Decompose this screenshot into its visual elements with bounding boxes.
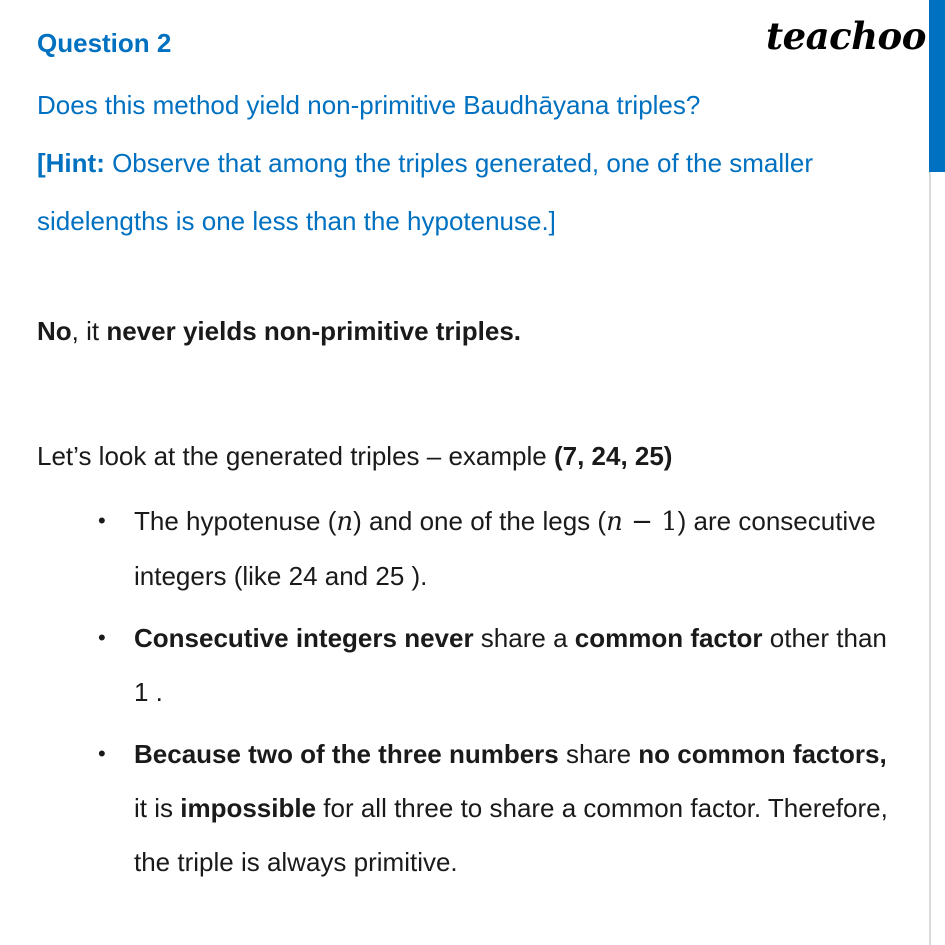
bullet-bold: Consecutive integers never [134, 623, 474, 653]
right-edge-bar [929, 0, 945, 945]
explanation-list [98, 494, 888, 897]
bullet-bold: impossible [180, 793, 317, 823]
bullet-icon: • [98, 508, 106, 533]
bullet-text: ) are consecutive integers (like 24 and 25 ). [134, 506, 876, 591]
hint-line-1 [37, 134, 922, 192]
bullet-bold: Because two of the three numbers [134, 739, 559, 769]
answer-line [37, 316, 521, 347]
list-item [98, 611, 888, 719]
bullet-text: it is [134, 793, 181, 823]
teachoo-logo: teachoo [766, 14, 926, 58]
bullet-icon: • [98, 625, 106, 650]
bullet-text: for all three to share a common factor. Therefore, the triple is always primitive. [134, 793, 888, 877]
answer-mid: , it [71, 316, 107, 346]
bullet-text: ) and one of the legs ( [353, 506, 607, 536]
bullet-text: share a [473, 623, 575, 653]
hint-line-2: sidelengths is one less than the hypotenuse.] [37, 206, 556, 236]
question-line: Does this method yield non-primitive Baudhāyana triples? [37, 90, 701, 120]
answer-rest: never yields non-primitive triples. [106, 316, 522, 346]
bullet-bold: common factor [574, 623, 763, 653]
bullet-text: The hypotenuse ( [134, 506, 337, 536]
intro-example: (7, 24, 25) [553, 441, 673, 471]
math-n: n [336, 507, 354, 537]
bullet-text: other than 1 . [134, 623, 887, 707]
bullet-text: share [558, 739, 639, 769]
question-title: Question 2 [37, 28, 172, 58]
bullet-icon: • [98, 741, 106, 766]
question-text [37, 76, 922, 250]
math-minus-one: − 1 [622, 507, 678, 537]
intro-line [37, 441, 672, 472]
bullet-bold: no common factors, [638, 739, 887, 769]
math-n: n [606, 507, 623, 537]
answer-no: No [37, 316, 72, 346]
hint-text-1: Observe that among the triples generated, one of the smaller [104, 148, 814, 178]
edge-divider [929, 172, 945, 945]
intro-text: Let’s look at the generated triples – example [37, 441, 554, 471]
accent-bar [929, 0, 945, 172]
list-item [98, 727, 888, 889]
list-item [98, 494, 888, 603]
hint-label: [Hint: [37, 148, 105, 178]
